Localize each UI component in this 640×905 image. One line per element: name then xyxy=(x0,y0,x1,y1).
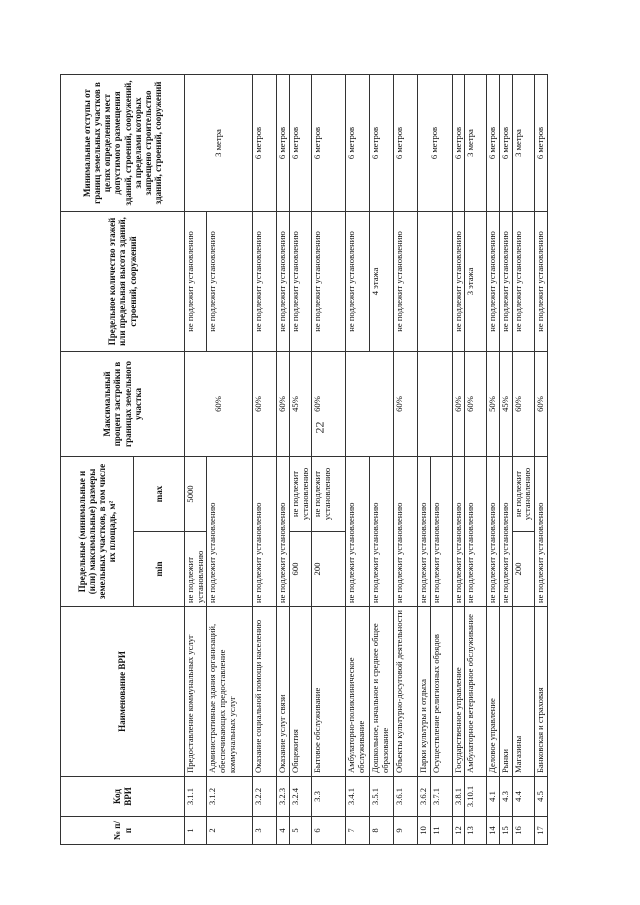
cell-code: 3.5.1 xyxy=(370,777,394,817)
cell-num: 2 xyxy=(207,817,253,845)
cell-floors: не подлежит установлению xyxy=(346,211,370,351)
cell-size: не подлежит установлению xyxy=(418,456,431,606)
cell-name: Оказание услуг связи xyxy=(277,607,290,777)
cell-floors: не подлежит установлению xyxy=(534,211,547,351)
cell-setback: 6 метров xyxy=(487,74,500,211)
cell-percent: 60% xyxy=(185,351,253,456)
cell-code: 4.5 xyxy=(534,777,547,817)
cell-code: 3.2.4 xyxy=(289,777,311,817)
cell-name: Рынки xyxy=(500,607,513,777)
cell-size: не подлежит установлению xyxy=(253,456,277,606)
cell-code: 3.2.3 xyxy=(277,777,290,817)
cell-percent: 60% xyxy=(253,351,277,456)
cell-size: не подлежит установлению xyxy=(430,456,452,606)
cell-name: Объекты культурно-досуговой деятельности xyxy=(394,607,418,777)
cell-name: Магазины xyxy=(512,607,534,777)
cell-percent: 60% xyxy=(534,351,547,456)
cell-num: 17 xyxy=(534,817,547,845)
header-sizes: Предельные (минимальные и (или) максимальные) размеры земельных участков, в том числе их площадь, м² xyxy=(61,456,134,606)
cell-code: 3.1.1 xyxy=(185,777,207,817)
cell-floors: 3 этажа xyxy=(465,211,487,351)
cell-num: 13 xyxy=(465,817,487,845)
cell-size: не подлежит установлению xyxy=(346,456,370,606)
cell-name: Общежития xyxy=(289,607,311,777)
cell-code: 3.10.1 xyxy=(465,777,487,817)
table-row xyxy=(465,74,487,844)
cell-floors: не подлежит установлению xyxy=(289,211,311,351)
cell-name: Административные здания организаций, обеспечивающих предоставление коммунальных услуг xyxy=(207,607,253,777)
table-row xyxy=(418,74,431,844)
header-min: min xyxy=(134,532,185,607)
land-use-table xyxy=(60,74,548,845)
cell-size: не подлежит установлению xyxy=(487,456,500,606)
rotated-page-content xyxy=(60,75,590,845)
cell-num: 14 xyxy=(487,817,500,845)
cell-size: не подлежит установлению xyxy=(534,456,547,606)
cell-code: 3.7.1 xyxy=(430,777,452,817)
cell-setback: 3 метра xyxy=(185,74,253,211)
header-num: № п/п xyxy=(61,817,185,845)
cell-setback: 6 метров xyxy=(418,74,453,211)
cell-floors: не подлежит установлению xyxy=(394,211,418,351)
cell-code: 3.6.2 xyxy=(418,777,431,817)
cell-floors: не подлежит установлению xyxy=(312,211,346,351)
header-code: Код ВРИ xyxy=(61,777,185,817)
cell-name: Дошкольное, начальное и среднее общее образование xyxy=(370,607,394,777)
cell-num: 1 xyxy=(185,817,207,845)
cell-floors-empty xyxy=(418,211,453,351)
cell-setback: 3 метра xyxy=(512,74,534,211)
cell-setback: 3 метра xyxy=(465,74,487,211)
cell-name: Осуществление религиозных обрядов xyxy=(430,607,452,777)
cell-size: не подлежит установлению xyxy=(394,456,418,606)
cell-name: Парки культуры и отдыха xyxy=(418,607,431,777)
table-row xyxy=(185,74,207,844)
cell-percent: 60% xyxy=(277,351,290,456)
cell-code: 4.4 xyxy=(512,777,534,817)
cell-floors: не подлежит установлению xyxy=(452,211,465,351)
cell-size: не подлежит установлению xyxy=(500,456,513,606)
cell-num: 6 xyxy=(312,817,346,845)
table-row xyxy=(346,74,370,844)
cell-num: 12 xyxy=(452,817,465,845)
table-row xyxy=(289,74,311,844)
cell-min: не подлежит установлению xyxy=(185,532,207,607)
cell-percent-empty xyxy=(418,351,453,456)
cell-floors: не подлежит установлению xyxy=(253,211,277,351)
cell-max: не подлежит установлению xyxy=(289,456,311,531)
cell-num: 10 xyxy=(418,817,431,845)
cell-setback: 6 метров xyxy=(346,74,370,211)
cell-num: 7 xyxy=(346,817,370,845)
cell-code: 3.4.1 xyxy=(346,777,370,817)
cell-num: 11 xyxy=(430,817,452,845)
cell-percent: 50% xyxy=(487,351,500,456)
cell-floors: не подлежит установлению xyxy=(487,211,500,351)
cell-floors: 4 этажа xyxy=(370,211,394,351)
cell-max: не подлежит установлению xyxy=(312,456,346,531)
cell-setback: 6 метров xyxy=(370,74,394,211)
table-row xyxy=(253,74,277,844)
cell-num: 8 xyxy=(370,817,394,845)
cell-code: 3.8.1 xyxy=(452,777,465,817)
cell-num: 4 xyxy=(277,817,290,845)
cell-name: Амбулаторное ветеринарное обслуживание xyxy=(465,607,487,777)
cell-name: Амбулаторно-поликлиническое обслуживание xyxy=(346,607,370,777)
cell-code: 4.3 xyxy=(500,777,513,817)
cell-num: 3 xyxy=(253,817,277,845)
table-row xyxy=(394,74,418,844)
cell-floors: не подлежит установлению xyxy=(277,211,290,351)
cell-setback: 6 метров xyxy=(534,74,547,211)
table-row xyxy=(452,74,465,844)
header-name: Наименование ВРИ xyxy=(61,607,185,777)
table-row xyxy=(370,74,394,844)
table-row xyxy=(487,74,500,844)
header-floors: Предельное количество этажей или предельная высота зданий, строений, сооружений xyxy=(61,211,185,351)
cell-num: 5 xyxy=(289,817,311,845)
header-max: max xyxy=(134,456,185,531)
cell-size: не подлежит установлению xyxy=(465,456,487,606)
cell-max: не подлежит установлению xyxy=(512,456,534,531)
cell-name: Бытовое обслуживание xyxy=(312,607,346,777)
cell-percent: 60% xyxy=(512,351,534,456)
cell-num: 9 xyxy=(394,817,418,845)
cell-name: Оказание социальной помощи населению xyxy=(253,607,277,777)
cell-min: 200 xyxy=(312,532,346,607)
cell-min: 200 xyxy=(512,532,534,607)
table-row xyxy=(277,74,290,844)
cell-size: не подлежит установлению xyxy=(370,456,394,606)
table-row xyxy=(500,74,513,844)
cell-setback: 6 метров xyxy=(289,74,311,211)
cell-name: Банковская и страховая xyxy=(534,607,547,777)
cell-floors: не подлежит установлению xyxy=(185,211,207,351)
cell-floors: не подлежит установлению xyxy=(512,211,534,351)
cell-setback: 6 метров xyxy=(500,74,513,211)
cell-percent: 45% xyxy=(500,351,513,456)
cell-size: не подлежит установлению xyxy=(207,456,253,606)
cell-setback: 6 метров xyxy=(277,74,290,211)
cell-percent: 60% xyxy=(312,351,346,456)
cell-num: 16 xyxy=(512,817,534,845)
cell-percent: 60% xyxy=(452,351,465,456)
table-row xyxy=(312,74,346,844)
cell-name: Предоставление коммунальных услуг xyxy=(185,607,207,777)
cell-percent: 60% xyxy=(394,351,418,456)
cell-code: 3.6.1 xyxy=(394,777,418,817)
header-row xyxy=(61,74,134,844)
cell-setback: 6 метров xyxy=(312,74,346,211)
cell-name: Государственное управление xyxy=(452,607,465,777)
cell-num: 15 xyxy=(500,817,513,845)
cell-min: 600 xyxy=(289,532,311,607)
cell-setback: 6 метров xyxy=(253,74,277,211)
cell-code: 3.1.2 xyxy=(207,777,253,817)
cell-percent-empty xyxy=(346,351,394,456)
cell-percent: 45% xyxy=(289,351,311,456)
cell-setback: 6 метров xyxy=(452,74,465,211)
cell-code: 3.2.2 xyxy=(253,777,277,817)
cell-setback: 6 метров xyxy=(394,74,418,211)
page-number: 22 xyxy=(312,421,327,434)
header-percent: Максимальный процент застройки в границах земельного участка xyxy=(61,351,185,456)
table-row xyxy=(512,74,534,844)
header-setback: Минимальные отступы от границ земельных участков в целях определения мест допустимого размещения зданий, строений, сооружений, за пределами которых запрещено строительство зданий, строений, сооружений xyxy=(61,74,185,211)
cell-floors: не подлежит установлению xyxy=(500,211,513,351)
cell-floors: не подлежит установлению xyxy=(207,211,253,351)
cell-code: 4.1 xyxy=(487,777,500,817)
table-row xyxy=(534,74,547,844)
cell-size: не подлежит установлению xyxy=(452,456,465,606)
cell-size: не подлежит установлению xyxy=(277,456,290,606)
cell-percent: 60% xyxy=(465,351,487,456)
cell-max: 5000 xyxy=(185,456,207,531)
cell-code: 3.3 xyxy=(312,777,346,817)
cell-name: Деловое управление xyxy=(487,607,500,777)
